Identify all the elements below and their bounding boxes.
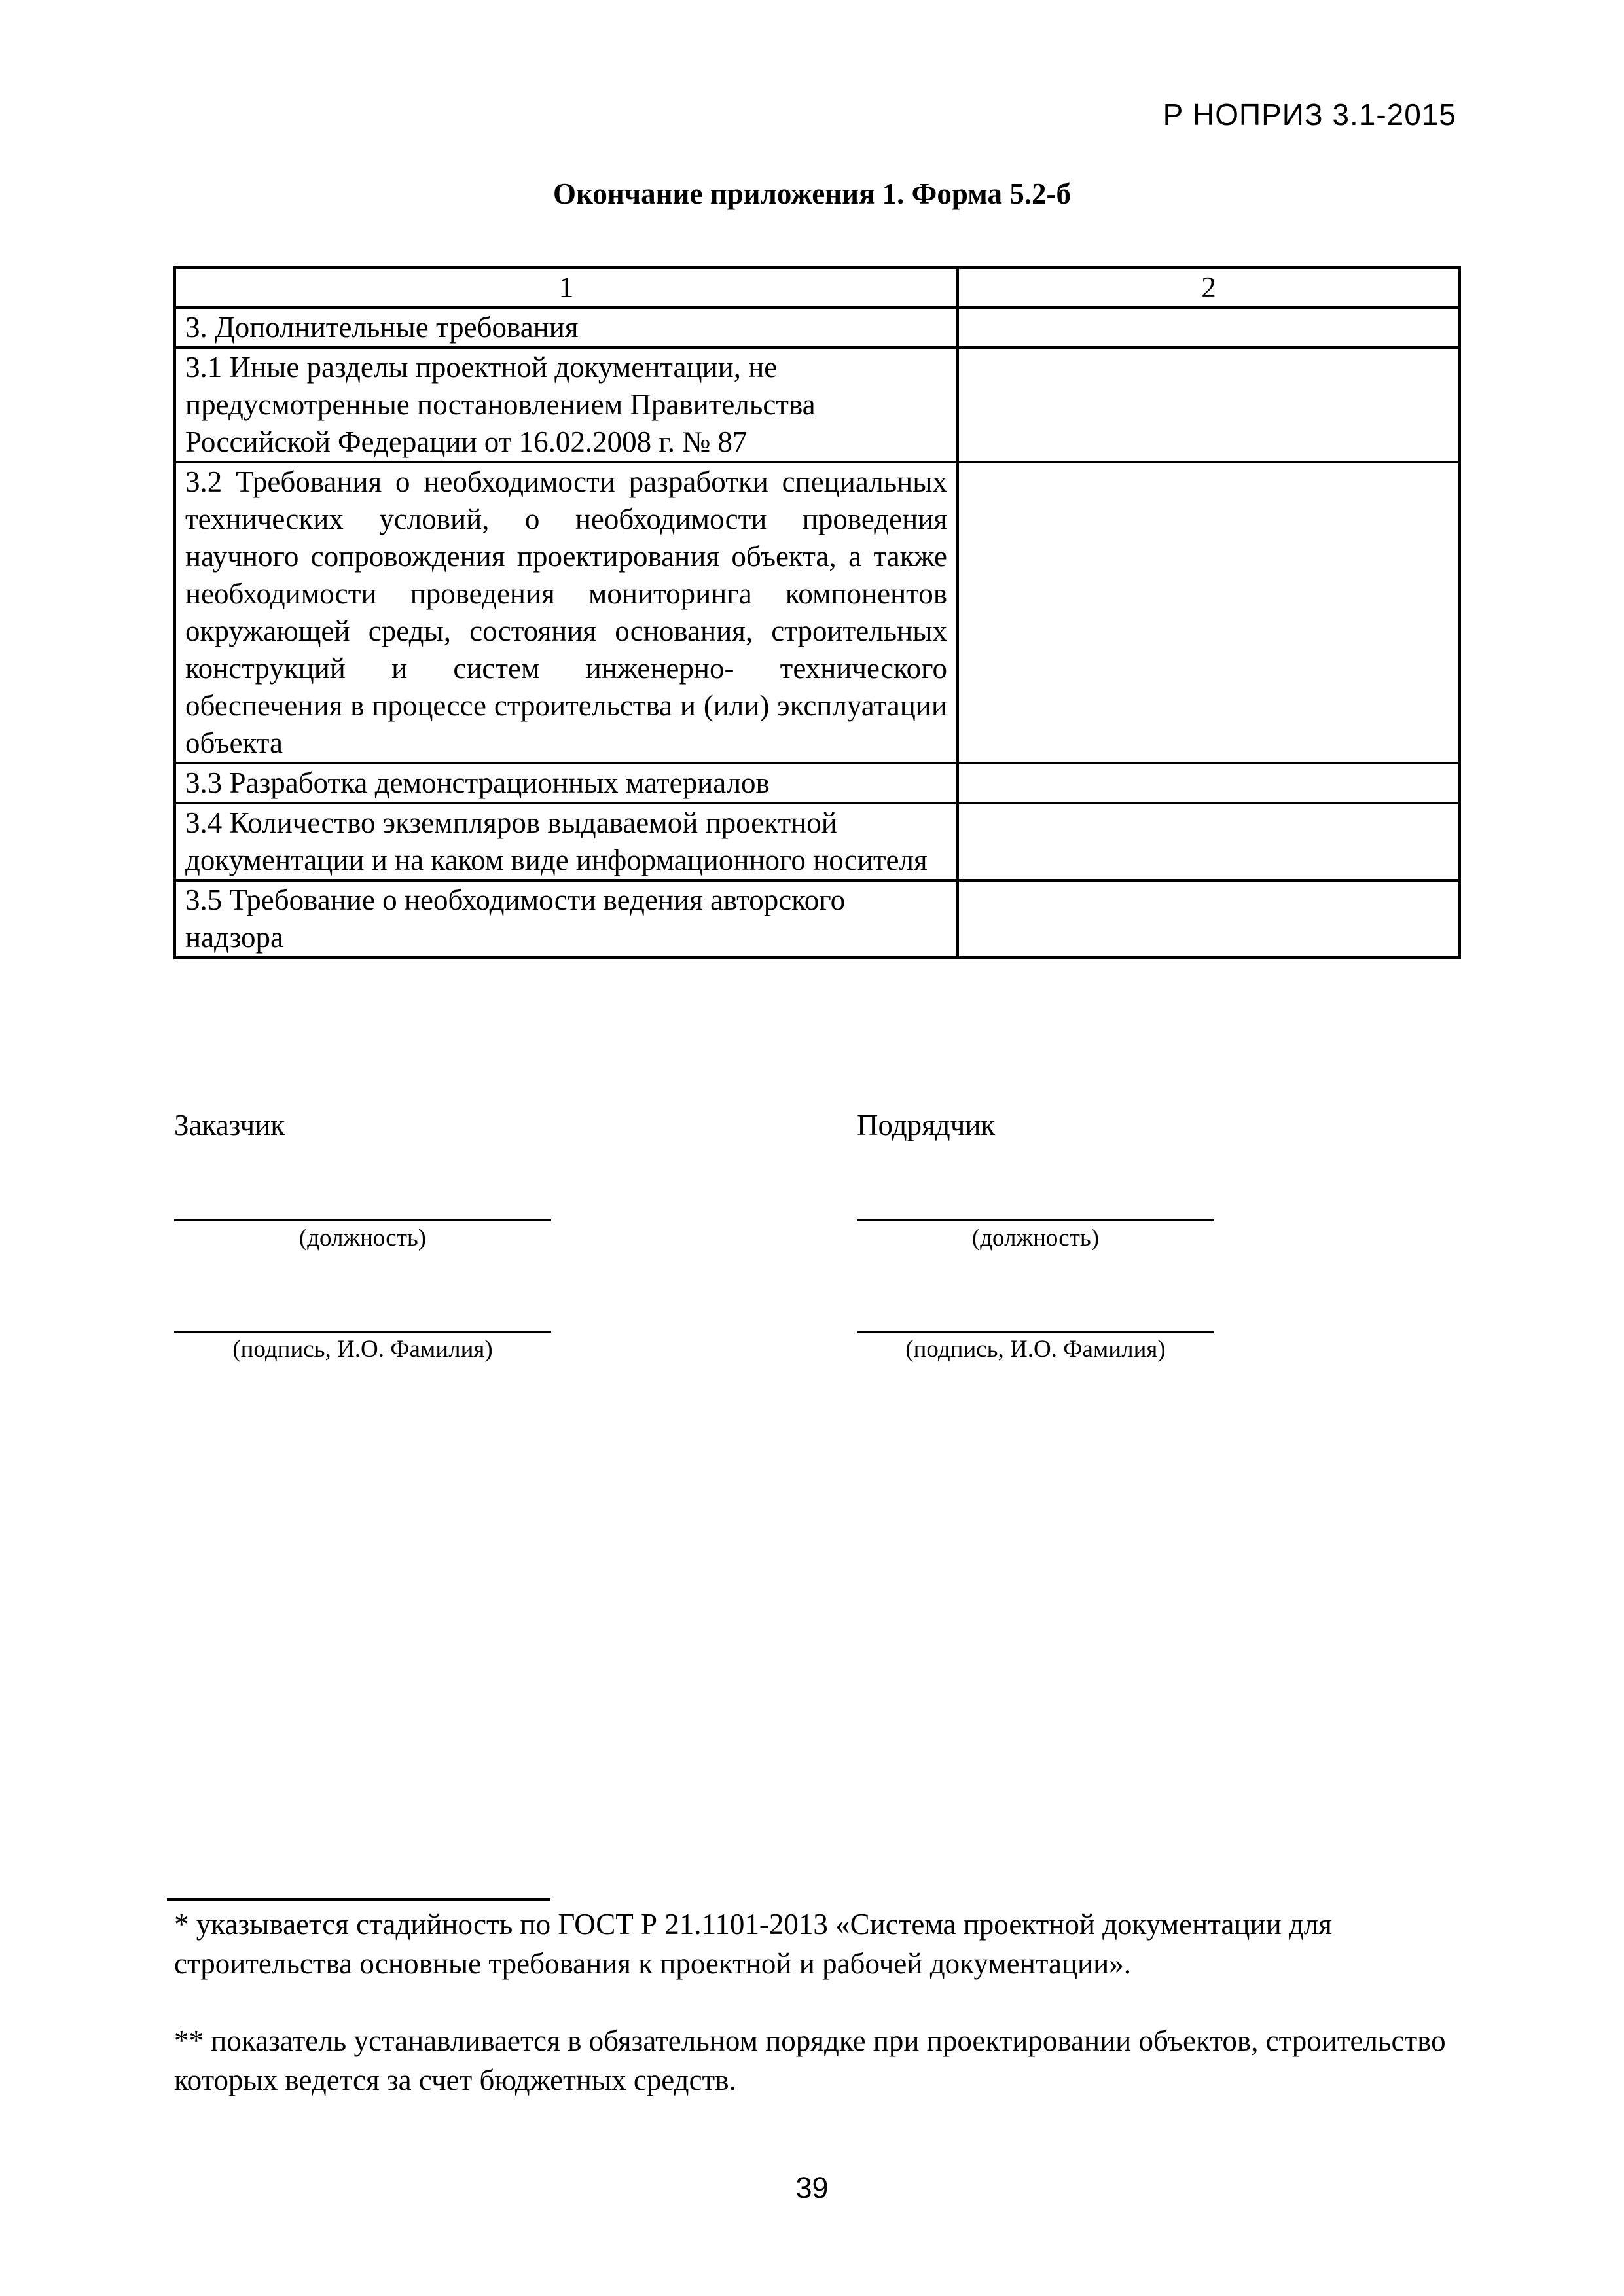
customer-position-line bbox=[174, 1219, 551, 1221]
table-row bbox=[175, 462, 1460, 763]
row-label: 3.5 Требование о необходимости ведения авторского надзора bbox=[175, 880, 958, 958]
page-number: 39 bbox=[795, 2171, 829, 2204]
row-label: 3.2 Требования о необходимости разработки специальных технических условий, о необходимости проведения научного сопровождения проектирования объекта, а также необходимости проведения мониторинга компонентов окружающей среды, состояния основания, строительных конструкций и систем инженерно- технического обеспечения в процессе строительства и (или) эксплуатации объекта bbox=[175, 462, 958, 763]
customer-position-caption: (должность) bbox=[298, 1225, 427, 1251]
document-code: Р НОПРИЗ 3.1-2015 bbox=[1163, 98, 1456, 132]
table-row bbox=[175, 803, 1460, 880]
footnote-2: ** показатель устанавливается в обязательном порядке при проектировании объектов, строительство которых ведется за счет бюджетных средств. bbox=[174, 2024, 1446, 2096]
table-row bbox=[175, 348, 1460, 462]
contractor-signature-line bbox=[857, 1331, 1214, 1333]
requirements-table bbox=[173, 266, 1461, 959]
table-row bbox=[175, 880, 1460, 958]
customer-label: Заказчик bbox=[174, 1109, 285, 1141]
row-label: 3.1 Иные разделы проектной документации, не предусмотренные постановлением Правительства Российской Федерации от 16.02.2008 г. № 87 bbox=[175, 348, 958, 462]
row-label: 3.4 Количество экземпляров выдаваемой проектной документации и на каком виде информационного носителя bbox=[175, 803, 958, 880]
customer-signature-line bbox=[174, 1331, 551, 1333]
contractor-label: Подрядчик bbox=[857, 1109, 996, 1141]
table-header-row bbox=[175, 268, 1460, 308]
form-title: Окончание приложения 1. Форма 5.2-б bbox=[552, 177, 1071, 210]
footnote-1: * указывается стадийность по ГОСТ Р 21.1101-2013 «Система проектной документации для строительства основные требования к проектной и рабочей документации». bbox=[174, 1908, 1332, 1980]
footnote-separator bbox=[167, 1898, 550, 1901]
customer-signature-caption: (подпись, И.О. Фамилия) bbox=[232, 1336, 493, 1363]
table-row bbox=[175, 763, 1460, 803]
row-value bbox=[958, 803, 1460, 880]
contractor-position-caption: (должность) bbox=[971, 1225, 1100, 1251]
row-value bbox=[958, 880, 1460, 958]
row-label: 3. Дополнительные требования bbox=[175, 308, 958, 348]
contractor-signature-caption: (подпись, И.О. Фамилия) bbox=[905, 1336, 1166, 1363]
table-row bbox=[175, 308, 1460, 348]
row-label: 3.3 Разработка демонстрационных материалов bbox=[175, 763, 958, 803]
row-value bbox=[958, 348, 1460, 462]
row-value bbox=[958, 462, 1460, 763]
column-header-1: 1 bbox=[175, 268, 958, 308]
contractor-position-line bbox=[857, 1219, 1214, 1221]
column-header-2: 2 bbox=[958, 268, 1460, 308]
row-value bbox=[958, 763, 1460, 803]
row-value bbox=[958, 308, 1460, 348]
